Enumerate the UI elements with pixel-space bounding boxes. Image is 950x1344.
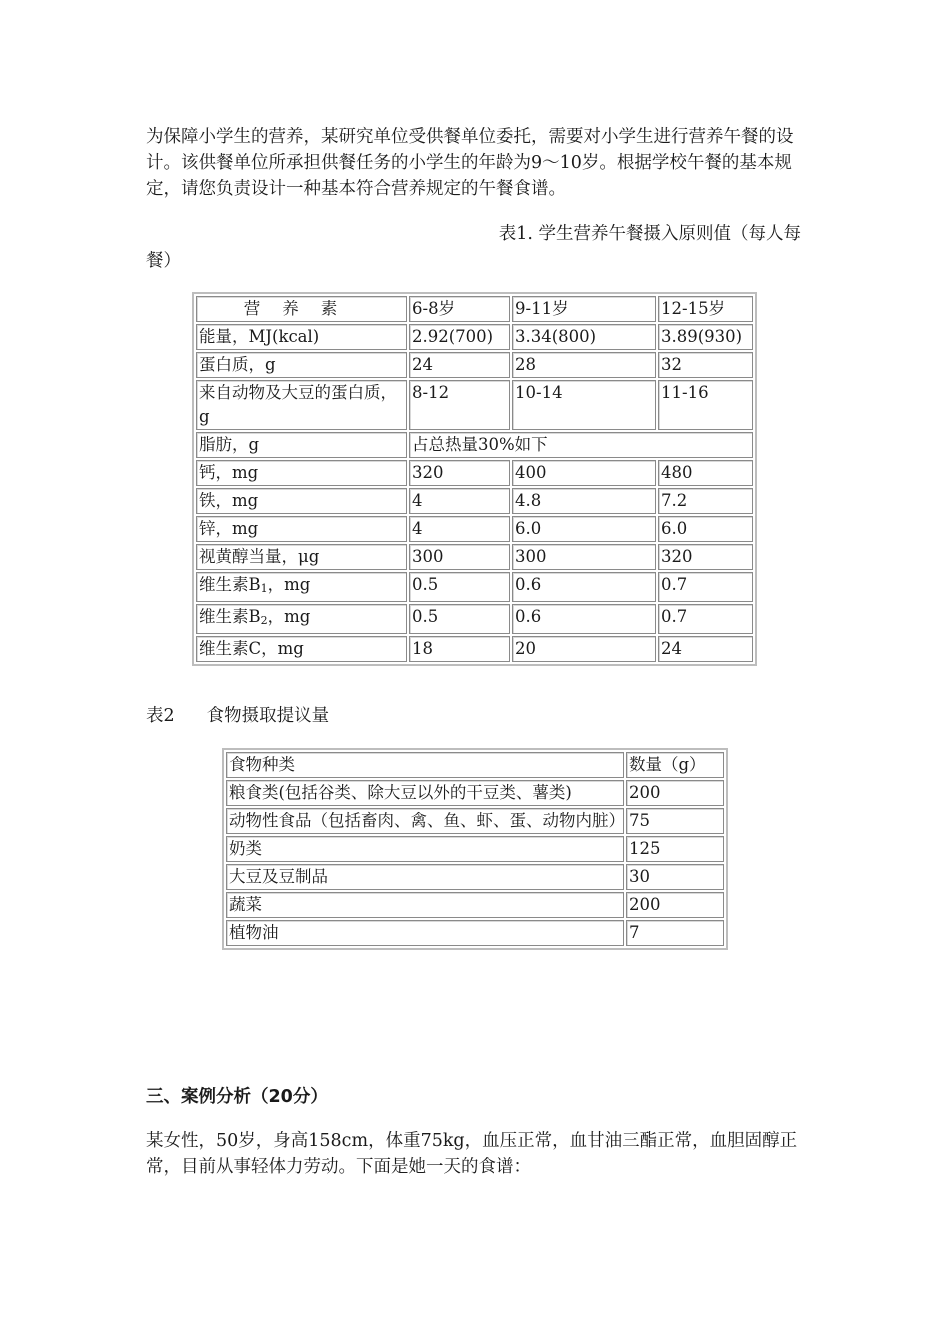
cell: 0.7	[658, 572, 753, 602]
cell: 4.8	[512, 488, 656, 514]
label-text: 维生素B	[199, 607, 261, 626]
label-unit: ，mg	[267, 575, 311, 594]
cell: 400	[512, 460, 656, 486]
table1-caption-line2: 餐）	[146, 251, 181, 271]
cell: 0.6	[512, 572, 656, 602]
row-label: 奶类	[226, 836, 624, 862]
header-cell: 营养素	[196, 296, 407, 322]
cell: 24	[409, 352, 510, 378]
row-label: 来自动物及大豆的蛋白质，g	[196, 380, 407, 430]
row-label: 动物性食品（包括畜肉、禽、鱼、虾、蛋、动物内脏）	[226, 808, 624, 834]
row-label: 维生素C，mg	[196, 636, 407, 662]
cell: 0.7	[658, 604, 753, 634]
row-label: 粮食类(包括谷类、除大豆以外的干豆类、薯类)	[226, 780, 624, 806]
row-label: 植物油	[226, 920, 624, 946]
cell: 300	[409, 544, 510, 570]
cell: 320	[658, 544, 753, 570]
cell: 0.6	[512, 604, 656, 634]
intro-paragraph: 为保障小学生的营养，某研究单位受供餐单位委托，需要对小学生进行营养午餐的设计。该供餐单位所承担供餐任务的小学生的年龄为9～10岁。根据学校午餐的基本规定，请您负责设计一种基本符合营养规定的午餐食谱。	[146, 127, 794, 199]
cell: 300	[512, 544, 656, 570]
row-label: 钙，mg	[196, 460, 407, 486]
header-cell: 9-11岁	[512, 296, 656, 322]
cell: 200	[626, 892, 724, 918]
header-cell: 数量（g）	[626, 752, 724, 778]
cell: 0.5	[409, 604, 510, 634]
cell: 480	[658, 460, 753, 486]
table-row	[226, 920, 724, 946]
label-unit: ，mg	[267, 607, 311, 626]
row-label: 能量，MJ(kcal)	[196, 324, 407, 350]
table-header-row	[196, 296, 753, 322]
table2-caption-number: 表2	[146, 706, 175, 726]
table-row	[226, 864, 724, 890]
table-row	[196, 572, 753, 602]
subscript: 2	[260, 614, 268, 627]
cell: 10-14	[512, 380, 656, 430]
cell: 3.89(930)	[658, 324, 753, 350]
row-label	[196, 572, 407, 602]
cell: 18	[409, 636, 510, 662]
header-cell: 食物种类	[226, 752, 624, 778]
table-row	[196, 352, 753, 378]
merged-cell: 占总热量30%如下	[409, 432, 753, 458]
table-row	[196, 488, 753, 514]
cell: 0.5	[409, 572, 510, 602]
table-row	[196, 324, 753, 350]
table-row	[196, 460, 753, 486]
table2-caption	[146, 703, 329, 729]
cell: 6.0	[658, 516, 753, 542]
nutrition-standards-table	[192, 292, 757, 666]
table1-caption-line1: 表1. 学生营养午餐摄入原则值（每人每	[498, 224, 801, 244]
row-label: 脂肪，g	[196, 432, 407, 458]
table-row	[196, 516, 753, 542]
cell: 7.2	[658, 488, 753, 514]
cell: 32	[658, 352, 753, 378]
table-row	[196, 604, 753, 634]
table-header-row	[226, 752, 724, 778]
table-row	[196, 636, 753, 662]
header-cell: 12-15岁	[658, 296, 753, 322]
row-label: 锌，mg	[196, 516, 407, 542]
cell: 7	[626, 920, 724, 946]
row-label	[196, 604, 407, 634]
row-label: 视黄醇当量，μg	[196, 544, 407, 570]
table-row	[226, 836, 724, 862]
cell: 4	[409, 488, 510, 514]
subscript: 1	[260, 582, 268, 595]
row-label: 大豆及豆制品	[226, 864, 624, 890]
cell: 28	[512, 352, 656, 378]
cell: 24	[658, 636, 753, 662]
header-cell: 6-8岁	[409, 296, 510, 322]
cell: 11-16	[658, 380, 753, 430]
food-intake-table	[222, 748, 728, 950]
cell: 3.34(800)	[512, 324, 656, 350]
cell: 8-12	[409, 380, 510, 430]
cell: 4	[409, 516, 510, 542]
table-row	[226, 808, 724, 834]
table2-caption-text: 食物摄取提议量	[206, 706, 330, 726]
cell: 125	[626, 836, 724, 862]
row-label: 蛋白质，g	[196, 352, 407, 378]
cell: 30	[626, 864, 724, 890]
row-label: 铁，mg	[196, 488, 407, 514]
table1-caption	[146, 221, 801, 275]
cell: 75	[626, 808, 724, 834]
label-text: 维生素B	[199, 575, 261, 594]
table-row	[196, 380, 753, 430]
cell: 6.0	[512, 516, 656, 542]
table-row	[196, 432, 753, 458]
cell: 20	[512, 636, 656, 662]
row-label: 蔬菜	[226, 892, 624, 918]
table-row	[226, 780, 724, 806]
table-row	[226, 892, 724, 918]
cell: 2.92(700)	[409, 324, 510, 350]
table-row	[196, 544, 753, 570]
case-paragraph: 某女性，50岁，身高158cm，体重75kg，血压正常，血甘油三酯正常，血胆固醇正常，目前从事轻体力劳动。下面是她一天的食谱：	[146, 1131, 798, 1177]
cell: 200	[626, 780, 724, 806]
cell: 320	[409, 460, 510, 486]
section-heading: 三、案例分析（20分）	[146, 1087, 328, 1107]
